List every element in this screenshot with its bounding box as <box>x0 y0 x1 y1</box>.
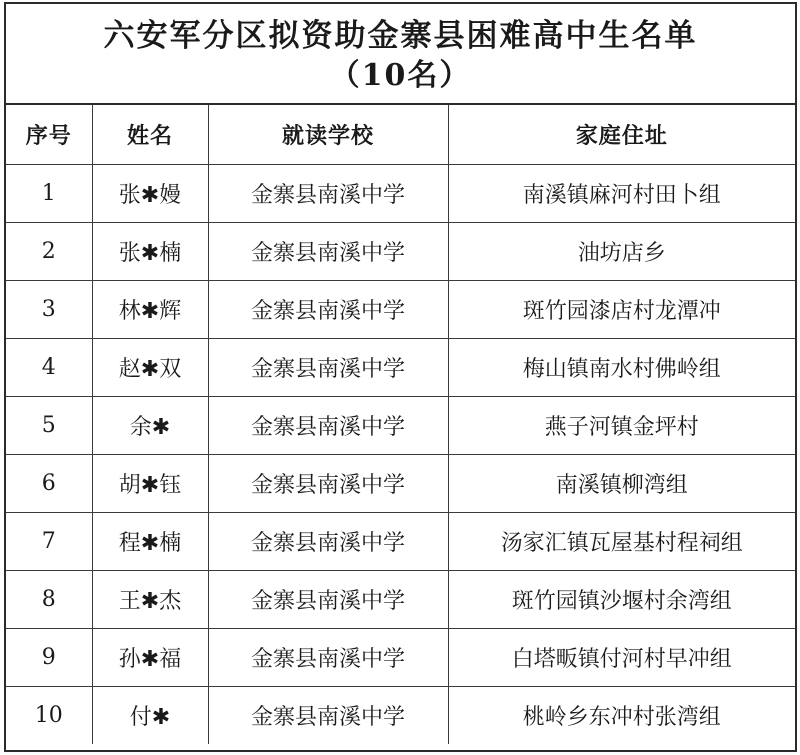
header-name: 姓名 <box>92 105 208 165</box>
table-row <box>6 397 795 455</box>
cell-address: 南溪镇柳湾组 <box>448 455 795 513</box>
cell-name: 张✱楠 <box>92 223 208 281</box>
cell-name: 胡✱钰 <box>92 455 208 513</box>
cell-serial: 9 <box>6 629 92 687</box>
student-list-table <box>6 105 795 744</box>
header-school: 就读学校 <box>208 105 448 165</box>
document-title: 六安军分区拟资助金寨县困难高中生名单 <box>103 18 698 54</box>
cell-name: 赵✱双 <box>92 339 208 397</box>
cell-school: 金寨县南溪中学 <box>208 687 448 745</box>
cell-serial: 4 <box>6 339 92 397</box>
cell-school: 金寨县南溪中学 <box>208 165 448 223</box>
table-row <box>6 223 795 281</box>
cell-address: 斑竹园漆店村龙潭冲 <box>448 281 795 339</box>
table-row <box>6 339 795 397</box>
cell-school: 金寨县南溪中学 <box>208 513 448 571</box>
cell-name: 余✱ <box>92 397 208 455</box>
table-row <box>6 687 795 745</box>
table-row <box>6 165 795 223</box>
cell-school: 金寨县南溪中学 <box>208 397 448 455</box>
document-subtitle-count: （10名） <box>329 58 472 93</box>
cell-serial: 10 <box>6 687 92 745</box>
cell-school: 金寨县南溪中学 <box>208 281 448 339</box>
cell-school: 金寨县南溪中学 <box>208 455 448 513</box>
cell-serial: 2 <box>6 223 92 281</box>
cell-name: 程✱楠 <box>92 513 208 571</box>
cell-school: 金寨县南溪中学 <box>208 629 448 687</box>
cell-serial: 5 <box>6 397 92 455</box>
cell-address: 汤家汇镇瓦屋基村程祠组 <box>448 513 795 571</box>
cell-address: 斑竹园镇沙堰村余湾组 <box>448 571 795 629</box>
cell-serial: 6 <box>6 455 92 513</box>
table-row <box>6 629 795 687</box>
cell-serial: 3 <box>6 281 92 339</box>
cell-address: 桃岭乡东冲村张湾组 <box>448 687 795 745</box>
cell-serial: 7 <box>6 513 92 571</box>
cell-address: 梅山镇南水村佛岭组 <box>448 339 795 397</box>
header-address: 家庭住址 <box>448 105 795 165</box>
cell-name: 孙✱福 <box>92 629 208 687</box>
cell-school: 金寨县南溪中学 <box>208 571 448 629</box>
table-row <box>6 455 795 513</box>
table-row <box>6 281 795 339</box>
cell-serial: 1 <box>6 165 92 223</box>
cell-address: 油坊店乡 <box>448 223 795 281</box>
cell-address: 白塔畈镇付河村早冲组 <box>448 629 795 687</box>
header-serial: 序号 <box>6 105 92 165</box>
cell-name: 张✱嫚 <box>92 165 208 223</box>
cell-address: 南溪镇麻河村田卜组 <box>448 165 795 223</box>
cell-name: 林✱辉 <box>92 281 208 339</box>
cell-address: 燕子河镇金坪村 <box>448 397 795 455</box>
table-header-row <box>6 105 795 165</box>
cell-school: 金寨县南溪中学 <box>208 223 448 281</box>
table-row <box>6 513 795 571</box>
cell-serial: 8 <box>6 571 92 629</box>
table-row <box>6 571 795 629</box>
cell-name: 王✱杰 <box>92 571 208 629</box>
cell-school: 金寨县南溪中学 <box>208 339 448 397</box>
title-block <box>6 4 795 105</box>
cell-name: 付✱ <box>92 687 208 745</box>
document-sheet <box>4 2 797 752</box>
